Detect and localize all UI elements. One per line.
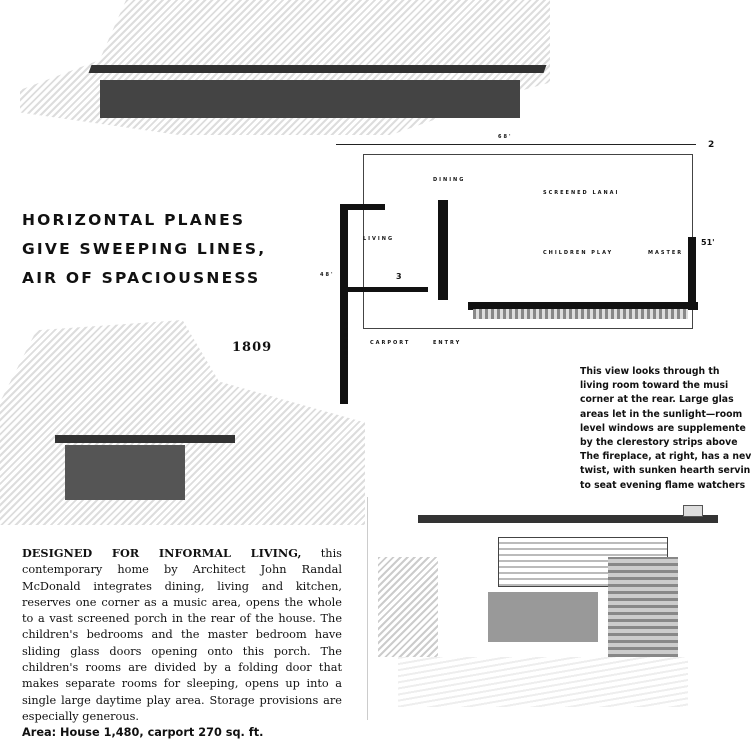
carport-roof (55, 435, 235, 443)
body-lead: DESIGNED FOR INFORMAL LIVING, (22, 546, 302, 560)
caption-line: corner at the rear. Large glas (580, 394, 734, 406)
caption-line: This view looks through th (580, 366, 720, 377)
room-children-play: CHILDREN PLAY (543, 250, 614, 256)
interior-rendering (367, 497, 720, 720)
room-lanai: SCREENED LANAI (543, 190, 620, 196)
interior-caption (580, 365, 751, 493)
plan-number: 1809 (232, 340, 273, 355)
body-paragraph: this contemporary home by Architect John Randal McDonald integrates dining, living and kitchen, reserves one corner as a music area, opens the whole to a vast screened porch in the rear of the house. The children's bedrooms and the master bedroom have sliding glass doors opening onto this porch. The children's rooms are divided by a folding door that makes separate rooms for sleeping, opens up into a single large daytime play area. Storage provisions are especially generous. (22, 547, 342, 723)
caption-line: The fireplace, at right, has a nev (580, 451, 751, 463)
dim-depth: 48' (320, 272, 335, 278)
caption-line: to seat evening flame watchers (580, 479, 746, 491)
room-entry: ENTRY (433, 340, 462, 346)
caption-line: living room toward the musi (580, 380, 729, 392)
house-shadow (100, 80, 520, 118)
caption-line: twist, with sunken hearth servin (580, 465, 751, 477)
exterior-rendering-rear (20, 0, 550, 150)
caption-line: by the clerestory strips above (580, 437, 738, 449)
body-text (22, 545, 342, 742)
caption-line: level windows are supplemente (580, 422, 746, 434)
dim-width: 68' (498, 134, 513, 140)
headline-line: HORIZONTAL PLANES (22, 211, 246, 229)
room-dining: DINING (433, 177, 466, 183)
room-storage: STORAGE (342, 322, 348, 363)
headline (22, 206, 266, 293)
room-living: LIVING (363, 236, 395, 242)
caption-line: areas let in the sunlight—room (580, 408, 743, 420)
room-carport: CARPORT (370, 340, 411, 346)
view-marker: 3 (396, 272, 404, 281)
roof-plane (89, 65, 547, 73)
area-line: Area: House 1,480, carport 270 sq. ft. (22, 726, 264, 740)
north-marker: 2 (708, 140, 717, 150)
carport-opening (65, 445, 185, 500)
dim-right: 51' (701, 238, 715, 247)
headline-line: AIR OF SPACIOUSNESS (22, 269, 261, 287)
floor-plan (318, 132, 720, 402)
room-master: MASTER (648, 250, 684, 256)
headline-line: GIVE SWEEPING LINES, (22, 240, 267, 258)
